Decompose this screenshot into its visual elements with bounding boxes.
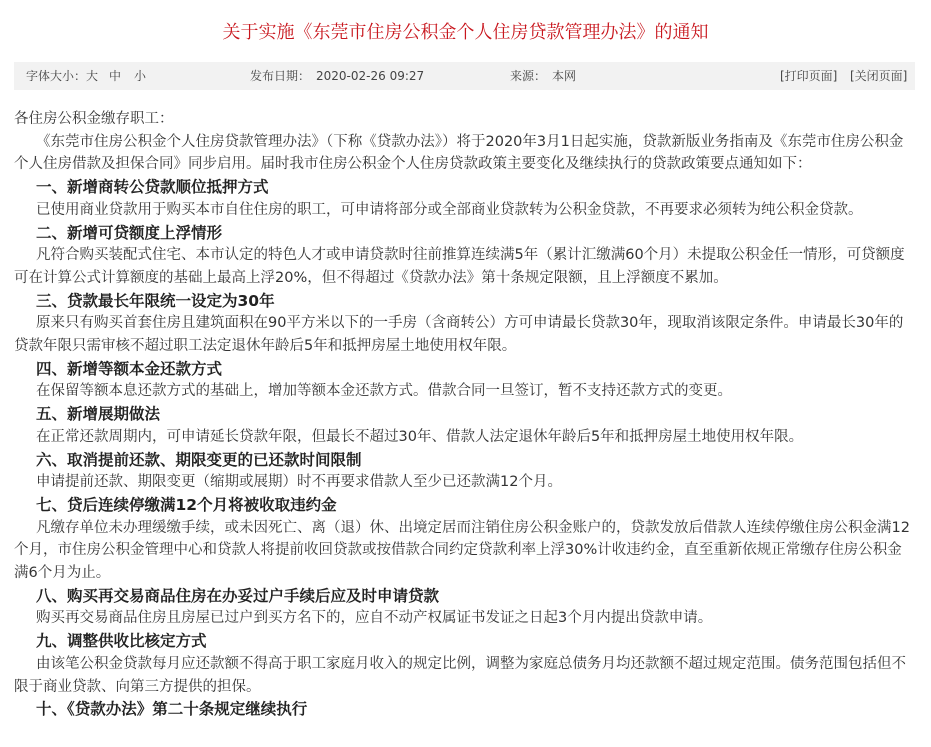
section-body-6: 申请提前还款、期限变更（缩期或展期）时不再要求借款人至少已还款满12个月。 <box>36 474 562 491</box>
greeting: 各住房公积金缴存职工： <box>14 111 174 127</box>
section-heading-4: 四、新增等额本金还款方式 <box>36 359 223 378</box>
article-content <box>14 108 915 721</box>
section-body-1: 已使用商业贷款用于购买本市自住住房的职工，可申请将部分或全部商业贷款转为公积金贷款，不再要求必须转为纯公积金贷款。 <box>36 201 863 218</box>
section-heading-8: 八、购买再交易商品住房在办妥过户手续后应及时申请贷款 <box>36 586 440 605</box>
font-size-small-link[interactable]: 小 <box>134 69 147 83</box>
section-heading-9: 九、调整供收比核定方式 <box>36 632 207 651</box>
section-heading-6: 六、取消提前还款、期限变更的已还款时间限制 <box>36 450 362 469</box>
intro-paragraph: 《东莞市住房公积金个人住房贷款管理办法》（下称《贷款办法》）将于2020年3月1日起实施，贷款新版业务指南及《东莞市住房公积金个人住房借款及担保合同》同步启用。届时我市住房公积金个人住房贷款政策主要变化及继续执行的贷款政策要点通知如下： <box>14 133 904 173</box>
section-body-5: 在正常还款周期内，可申请延长贷款年限，但最长不超过30年、借款人法定退休年龄后5年和抵押房屋土地使用权年限。 <box>36 428 804 445</box>
section-heading-3: 三、贷款最长年限统一设定为30年 <box>36 291 275 310</box>
print-page-link[interactable]: [打印页面] <box>780 69 838 83</box>
font-size-label: 字体大小： <box>26 69 87 83</box>
source-label: 来源： <box>510 69 547 83</box>
font-size-large-link[interactable]: 大 <box>86 69 99 83</box>
page-title: 关于实施《东莞市住房公积金个人住房贷款管理办法》的通知 <box>222 22 709 43</box>
section-heading-10: 十、《贷款办法》第二十条规定继续执行 <box>36 700 308 719</box>
source <box>510 62 576 90</box>
section-heading-1: 一、新增商转公贷款顺位抵押方式 <box>36 178 269 197</box>
section-heading-2: 二、新增可贷额度上浮情形 <box>36 223 223 242</box>
section-body-8: 购买再交易商品住房且房屋已过户到买方名下的，应自不动产权属证书发证之日起3个月内提出贷款申请。 <box>36 610 713 627</box>
section-heading-7: 七、贷后连续停缴满12个月将被收取违约金 <box>36 495 337 514</box>
section-body-2: 凡符合购买装配式住宅、本市认定的特色人才或申请贷款时往前推算连续满5年（累计汇缴满60个月）未提取公积金任一情形，可贷额度可在计算公式计算额度的基础上最高上浮20%，但不得超过《贷款办法》第十条规定限额，且上浮额度不累加。 <box>14 247 905 286</box>
publish-date-value: 2020-02-26 09:27 <box>316 69 425 83</box>
publish-date-label: 发布日期： <box>250 69 311 83</box>
section-body-7: 凡缴存单位未办理缓缴手续，或未因死亡、离（退）休、出境定居而注销住房公积金账户的，贷款发放后借款人连续停缴住房公积金满12个月，市住房公积金管理中心和贷款人将提前收回贷款或按借款合同约定贷款利率上浮30%计收违约金，直至重新依规正常缴存住房公积金满6个月为止。 <box>14 519 910 582</box>
section-heading-5: 五、新增展期做法 <box>36 405 161 424</box>
article-info-bar <box>14 62 915 90</box>
source-value: 本网 <box>552 69 577 83</box>
section-body-4: 在保留等额本息还款方式的基础上，增加等额本金还款方式。借款合同一旦签订，暂不支持还款方式的变更。 <box>36 383 732 400</box>
section-body-9: 由该笔公积金贷款每月应还款额不得高于职工家庭月收入的规定比例，调整为家庭总债务月均还款额不超过规定范围。债务范围包括但不限于商业贷款、向第三方提供的担保。 <box>14 655 906 695</box>
close-page-link[interactable]: [关闭页面] <box>850 69 908 83</box>
font-size-medium-link[interactable]: 中 <box>109 69 122 83</box>
publish-date <box>250 62 424 90</box>
section-body-3: 原来只有购买首套住房且建筑面积在90平方米以下的一手房（含商转公）方可申请最长贷款30年，现取消该限定条件。申请最长30年的贷款年限只需审核不超过职工法定退休年龄后5年和抵押房屋土地使用权年限。 <box>14 315 904 355</box>
